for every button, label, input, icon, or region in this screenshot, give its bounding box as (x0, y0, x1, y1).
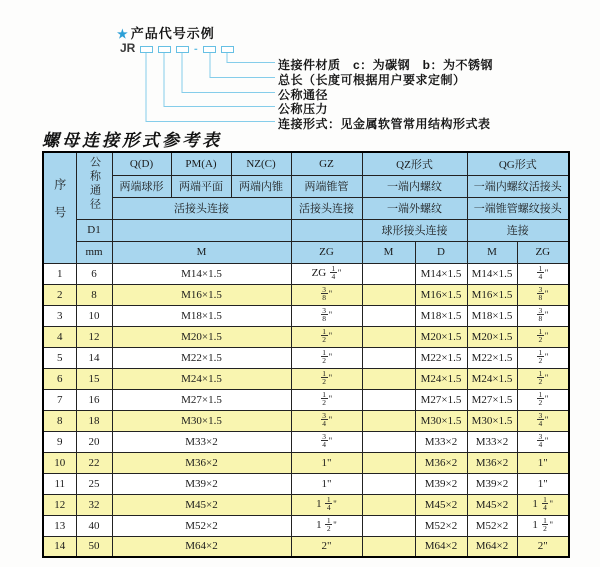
cell-seq: 9 (43, 431, 76, 452)
cell-seq: 12 (43, 494, 76, 515)
cell-qz_d: M39×2 (415, 473, 467, 494)
cell-dn: 14 (76, 347, 112, 368)
header-gz-sub: 两端锥管 (291, 175, 362, 197)
cell-qz_m (362, 515, 415, 536)
cell-qz_m (362, 347, 415, 368)
cell-qz_m (362, 410, 415, 431)
product-code-diagram (0, 0, 600, 130)
cell-zg_size: $\frac{1}{2}$ " (291, 326, 362, 347)
header-empty (291, 219, 362, 241)
cell-m_thread: M20×1.5 (112, 326, 291, 347)
cell-seq: 13 (43, 515, 76, 536)
cell-zg_size: $\frac{3}{8}$ " (291, 284, 362, 305)
cell-seq: 6 (43, 368, 76, 389)
cell-qg_m: M39×2 (467, 473, 517, 494)
cell-qz_d: M33×2 (415, 431, 467, 452)
code-label-pressure: 公称压力 (278, 102, 329, 116)
header-qz-conn: 球形接头连接 (362, 219, 467, 241)
header-qz: QZ形式 (362, 152, 467, 175)
header-pm: PM(A) (171, 152, 231, 175)
cell-dn: 10 (76, 305, 112, 326)
header-zg-gz: ZG (291, 241, 362, 263)
cell-qg_m: M16×1.5 (467, 284, 517, 305)
cell-qg_zg: 1 $\frac{1}{2}$ " (517, 515, 569, 536)
cell-qz_d: M27×1.5 (415, 389, 467, 410)
cell-qg_zg: $\frac{1}{2}$ " (517, 347, 569, 368)
cell-qz_d: M18×1.5 (415, 305, 467, 326)
cell-qg_m: M64×2 (467, 536, 517, 557)
cell-m_thread: M39×2 (112, 473, 291, 494)
cell-zg_size: $\frac{3}{4}$ " (291, 410, 362, 431)
code-label-material: 连接件材质 c：为碳钢 b：为不锈钢 (278, 58, 494, 72)
table-row (43, 326, 569, 347)
header-qg-conn: 连接 (467, 219, 569, 241)
header-nz: NZ(C) (231, 152, 291, 175)
header-pm-sub: 两端平面 (171, 175, 231, 197)
code-box (176, 46, 189, 53)
cell-zg_size: 1 $\frac{1}{4}$ " (291, 494, 362, 515)
cell-qz_m (362, 473, 415, 494)
table-row (43, 536, 569, 557)
header-mm: mm (76, 241, 112, 263)
cell-qz_m (362, 305, 415, 326)
table-row (43, 389, 569, 410)
cell-qz_m (362, 452, 415, 473)
cell-qz_m (362, 326, 415, 347)
cell-qz_d: M24×1.5 (415, 368, 467, 389)
cell-qg_zg: 1 $\frac{1}{4}$ " (517, 494, 569, 515)
cell-dn: 12 (76, 326, 112, 347)
cell-seq: 11 (43, 473, 76, 494)
cell-qg_m: M22×1.5 (467, 347, 517, 368)
code-label-connection: 连接形式：见金属软管常用结构形式表 (278, 117, 491, 131)
header-qg-sub1: 一端内螺纹活接头 (467, 175, 569, 197)
cell-m_thread: M52×2 (112, 515, 291, 536)
header-seq: 序号 (43, 152, 76, 263)
cell-qg_m: M45×2 (467, 494, 517, 515)
cell-qg_m: M14×1.5 (467, 263, 517, 284)
cell-m_thread: M18×1.5 (112, 305, 291, 326)
cell-qz_d: M45×2 (415, 494, 467, 515)
cell-dn: 20 (76, 431, 112, 452)
table-body (43, 263, 569, 557)
cell-qg_zg: $\frac{1}{2}$ " (517, 389, 569, 410)
cell-dn: 50 (76, 536, 112, 557)
cell-qz_d: M20×1.5 (415, 326, 467, 347)
code-box (140, 46, 153, 53)
cell-m_thread: M16×1.5 (112, 284, 291, 305)
cell-qg_m: M36×2 (467, 452, 517, 473)
header-q: Q(D) (112, 152, 171, 175)
table-row (43, 473, 569, 494)
cell-qz_m (362, 536, 415, 557)
cell-dn: 8 (76, 284, 112, 305)
header-m-merged: M (112, 241, 291, 263)
header-q-sub: 两端球形 (112, 175, 171, 197)
cell-dn: 32 (76, 494, 112, 515)
cell-qg_zg: $\frac{3}{4}$ " (517, 410, 569, 431)
header-qg-sub2: 一端锥管螺纹接头 (467, 197, 569, 219)
cell-dn: 22 (76, 452, 112, 473)
cell-seq: 14 (43, 536, 76, 557)
cell-seq: 8 (43, 410, 76, 431)
cell-qz_m (362, 431, 415, 452)
cell-qz_d: M64×2 (415, 536, 467, 557)
header-qz-sub2: 一端外螺纹 (362, 197, 467, 219)
cell-seq: 4 (43, 326, 76, 347)
cell-dn: 16 (76, 389, 112, 410)
table-header (43, 152, 569, 263)
code-box (203, 46, 216, 53)
header-empty (112, 219, 291, 241)
cell-zg_size: 1" (291, 473, 362, 494)
cell-qz_d: M52×2 (415, 515, 467, 536)
cell-seq: 7 (43, 389, 76, 410)
cell-m_thread: M14×1.5 (112, 263, 291, 284)
cell-m_thread: M27×1.5 (112, 389, 291, 410)
cell-qz_m (362, 389, 415, 410)
cell-qg_m: M52×2 (467, 515, 517, 536)
cell-zg_size: 1 $\frac{1}{2}$ " (291, 515, 362, 536)
cell-zg_size: $\frac{3}{4}$ " (291, 431, 362, 452)
cell-zg_size: $\frac{1}{2}$ " (291, 368, 362, 389)
header-row-5 (43, 241, 569, 263)
cell-qg_m: M27×1.5 (467, 389, 517, 410)
cell-qz_m (362, 263, 415, 284)
cell-dn: 15 (76, 368, 112, 389)
cell-dn: 40 (76, 515, 112, 536)
cell-seq: 3 (43, 305, 76, 326)
cell-qz_m (362, 494, 415, 515)
code-boxes (140, 43, 239, 55)
header-zg-qg: ZG (517, 241, 569, 263)
cell-qg_zg: $\frac{3}{4}$ " (517, 431, 569, 452)
table-row (43, 410, 569, 431)
cell-qz_d: M14×1.5 (415, 263, 467, 284)
table-row (43, 494, 569, 515)
code-dash: - (194, 43, 198, 55)
cell-qz_d: M22×1.5 (415, 347, 467, 368)
cell-zg_size: ZG $\frac{1}{4}$ " (291, 263, 362, 284)
cell-m_thread: M64×2 (112, 536, 291, 557)
header-row-2 (43, 175, 569, 197)
cell-qg_m: M18×1.5 (467, 305, 517, 326)
cell-qz_m (362, 284, 415, 305)
table-row (43, 263, 569, 284)
header-row-4 (43, 219, 569, 241)
header-row-3 (43, 197, 569, 219)
cell-qg_zg: $\frac{1}{2}$ " (517, 326, 569, 347)
cell-m_thread: M22×1.5 (112, 347, 291, 368)
cell-qg_m: M33×2 (467, 431, 517, 452)
cell-qg_zg: $\frac{1}{2}$ " (517, 368, 569, 389)
header-row-1 (43, 152, 569, 175)
cell-qz_d: M16×1.5 (415, 284, 467, 305)
header-dn: 公称通径 (76, 152, 112, 219)
code-box (221, 46, 234, 53)
cell-zg_size: $\frac{3}{8}$ " (291, 305, 362, 326)
star-icon: ★ (117, 27, 129, 41)
cell-qg_m: M30×1.5 (467, 410, 517, 431)
header-gz-conn: 活接头连接 (291, 197, 362, 219)
cell-m_thread: M30×1.5 (112, 410, 291, 431)
cell-dn: 25 (76, 473, 112, 494)
header-gz: GZ (291, 152, 362, 175)
cell-qg_m: M20×1.5 (467, 326, 517, 347)
cell-seq: 5 (43, 347, 76, 368)
cell-zg_size: 1" (291, 452, 362, 473)
header-qz-sub1: 一端内螺纹 (362, 175, 467, 197)
cell-seq: 2 (43, 284, 76, 305)
cell-qg_m: M24×1.5 (467, 368, 517, 389)
header-qpn-conn: 活接头连接 (112, 197, 291, 219)
cell-qz_m (362, 368, 415, 389)
header-nz-sub: 两端内锥 (231, 175, 291, 197)
header-d-qz: D (415, 241, 467, 263)
header-m-qg: M (467, 241, 517, 263)
cell-dn: 6 (76, 263, 112, 284)
cell-zg_size: $\frac{1}{2}$ " (291, 389, 362, 410)
cell-zg_size: $\frac{1}{2}$ " (291, 347, 362, 368)
header-qg: QG形式 (467, 152, 569, 175)
table-row (43, 515, 569, 536)
table-row (43, 284, 569, 305)
code-label-length: 总长（长度可根据用户要求定制） (278, 73, 466, 87)
cell-qg_zg: 1" (517, 473, 569, 494)
table-row (43, 368, 569, 389)
code-prefix: JR (120, 41, 136, 55)
diagram-heading (117, 23, 215, 42)
diagram-heading-text: 产品代号示例 (130, 26, 215, 41)
cell-seq: 10 (43, 452, 76, 473)
code-box (158, 46, 171, 53)
cell-m_thread: M45×2 (112, 494, 291, 515)
cell-zg_size: 2" (291, 536, 362, 557)
cell-qg_zg: $\frac{1}{4}$ " (517, 263, 569, 284)
cell-dn: 18 (76, 410, 112, 431)
cell-qg_zg: 1" (517, 452, 569, 473)
table-row (43, 452, 569, 473)
cell-qg_zg: 2" (517, 536, 569, 557)
table-row (43, 347, 569, 368)
cell-m_thread: M33×2 (112, 431, 291, 452)
cell-m_thread: M36×2 (112, 452, 291, 473)
header-d1: D1 (76, 219, 112, 241)
cell-seq: 1 (43, 263, 76, 284)
header-m-qz: M (362, 241, 415, 263)
nut-connection-table (42, 151, 570, 558)
cell-qz_d: M30×1.5 (415, 410, 467, 431)
cell-qz_d: M36×2 (415, 452, 467, 473)
cell-qg_zg: $\frac{3}{8}$ " (517, 284, 569, 305)
code-label-diameter: 公称通径 (278, 88, 329, 102)
cell-qg_zg: $\frac{3}{8}$ " (517, 305, 569, 326)
table-row (43, 431, 569, 452)
cell-m_thread: M24×1.5 (112, 368, 291, 389)
table-row (43, 305, 569, 326)
table-title: 螺母连接形式参考表 (42, 131, 222, 150)
